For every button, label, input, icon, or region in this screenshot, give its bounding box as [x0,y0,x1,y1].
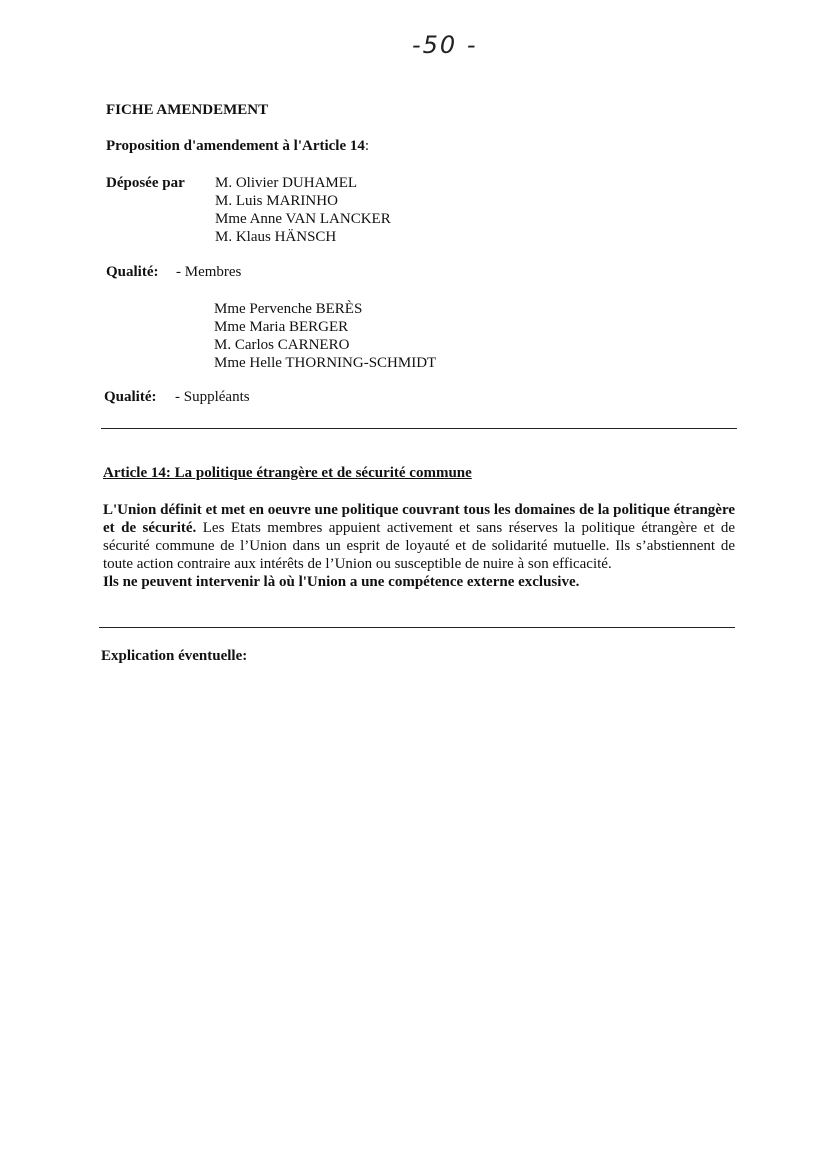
suppleant-name: Mme Pervenche BERÈS [214,301,363,317]
explication-label: Explication éventuelle: [101,648,248,664]
deposee-par-list [215,174,391,246]
proposition-line [106,137,369,155]
horizontal-divider [101,428,737,429]
article-bold-final: Ils ne peuvent intervenir là où l'Union a une compétence externe exclusive. [103,574,580,590]
member-name: M. Klaus HÄNSCH [215,229,337,245]
member-name: M. Luis MARINHO [215,193,338,209]
suppleant-name: Mme Helle THORNING-SCHMIDT [214,355,437,371]
proposition-text: Proposition d'amendement à l'Article 14 [106,138,365,154]
member-name: M. Olivier DUHAMEL [215,175,358,191]
horizontal-divider [99,627,735,628]
article-text: Les Etats membres appuient activement et sans réserves la politique étrangère et de sécurité commune de l’Union dans un esprit de loyauté et de solidarité mutuelle. Ils s’abstiennent de toute action contraire aux intérêts de l’Union ou susceptible de nuire à son efficacité. [103,520,735,572]
article-bold-intro: L'Union définit et met en oeuvre une politique couvrant tous les domaines de la politique étrangère et de sécurité. [103,502,735,536]
proposition-colon: : [364,138,370,154]
suppleant-name: M. Carlos CARNERO [214,337,350,353]
suppleants-list [214,300,436,372]
article-heading: Article 14: La politique étrangère et de sécurité commune [103,465,472,481]
qualite-label: Qualité: [106,264,159,280]
qualite-suppleants: - Suppléants [175,389,250,405]
deposee-par-label: Déposée par [106,175,185,191]
qualite-label: Qualité: [104,389,157,405]
member-name: Mme Anne VAN LANCKER [215,211,391,227]
document-title: FICHE AMENDEMENT [106,102,269,118]
article-body [103,501,735,591]
qualite-membres: - Membres [176,264,242,280]
page-number: -50 - [412,31,478,59]
article-paragraph [103,501,735,573]
suppleant-name: Mme Maria BERGER [214,319,349,335]
